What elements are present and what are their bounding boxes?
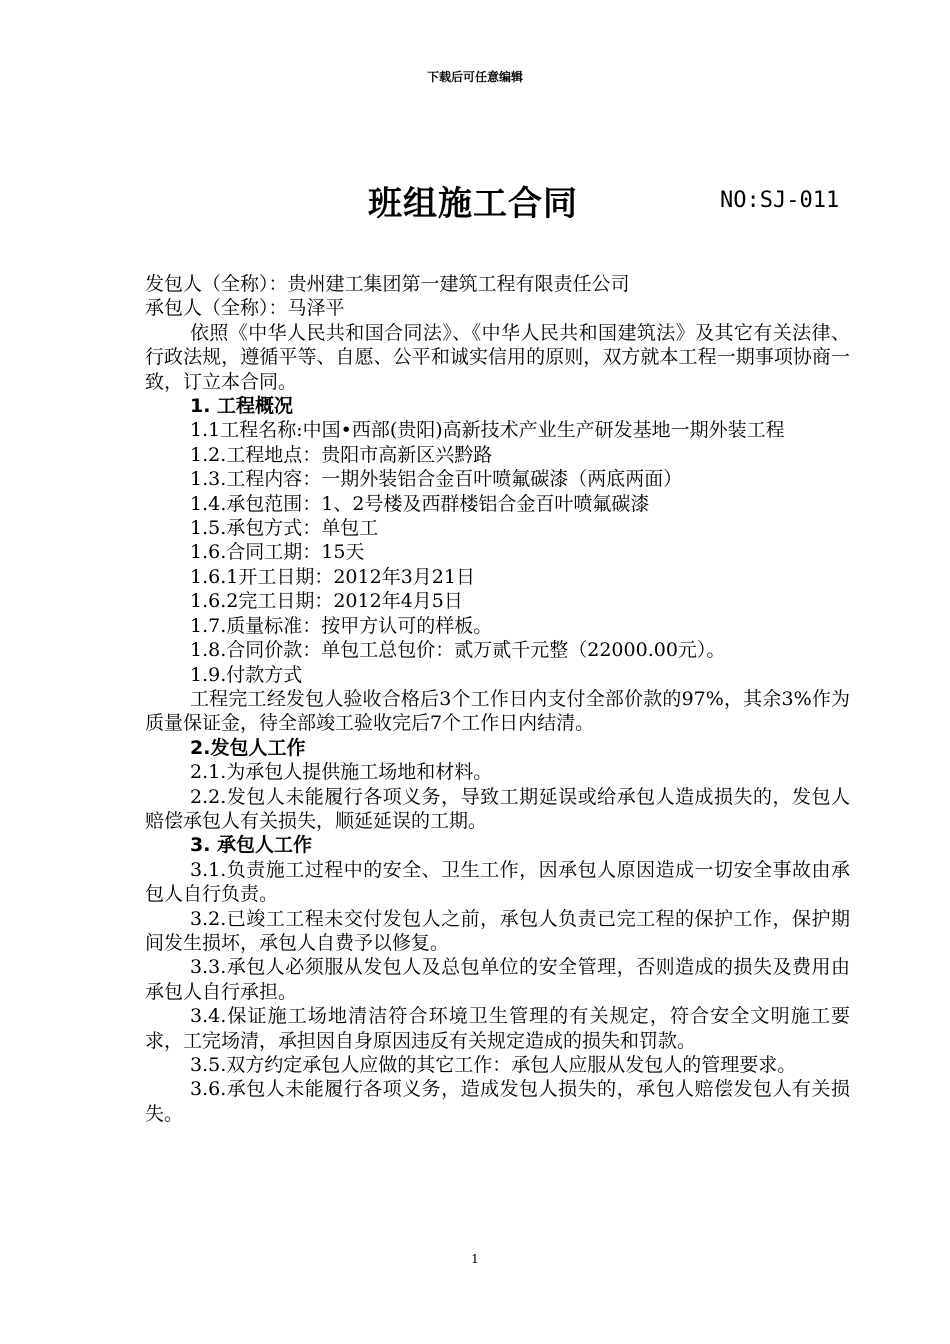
section-1-item: 1.8.合同价款：单包工总包价：贰万贰千元整（22000.00元）。 [190,639,726,662]
section-3-item: 3.3.承包人必须服从发包人及总包单位的安全管理，否则造成的损失及费用由承包人自行承担。 [145,956,850,1003]
section-3-item: 3.2.已竣工工程未交付发包人之前，承包人负责已完工程的保护工作，保护期间发生损坏，承包人自费予以修复。 [145,907,850,954]
contractor-line: 承包人（全称）：马泽平 [145,297,345,320]
section-1-item: 1.1工程名称:中国•西部(贵阳)高新技术产业生产研发基地一期外装工程 [190,419,785,442]
section-2-item: 2.1.为承包人提供施工场地和材料。 [190,761,493,784]
document-title: 班组施工合同 [368,184,578,224]
section-1-item: 1.3.工程内容：一期外装铝合金百叶喷氟碳漆（两底两面） [190,468,683,491]
section-2-item: 2.2.发包人未能履行各项义务，导致工期延误或给承包人造成损失的，发包人赔偿承包人有关损失，顺延延误的工期。 [145,785,850,832]
section-1-item: 1.4.承包范围：1、2号楼及西群楼铝合金百叶喷氟碳漆 [190,492,650,515]
section-1-item: 1.6.1开工日期：2012年3月21日 [190,565,475,588]
section-1-item: 1.5.承包方式：单包工 [190,517,379,540]
section-3-item: 3.1.负责施工过程中的安全、卫生工作，因承包人原因造成一切安全事故由承包人自行负责。 [145,858,850,906]
header-note: 下载后可任意编辑 [426,70,523,84]
section-3-item: 3.5.双方约定承包人应做的其它工作：承包人应服从发包人的管理要求。 [190,1054,797,1076]
employer-line: 发包人（全称）：贵州建工集团第一建筑工程有限责任公司 [145,273,630,295]
section-3-item: 3.6.承包人未能履行各项义务，造成发包人损失的，承包人赔偿发包人有关损失。 [145,1078,850,1125]
section-1-item: 1.6.2完工日期：2012年4月5日 [190,590,463,613]
payment-paragraph: 工程完工经发包人验收合格后3个工作日内支付全部价款的97%，其余3%作为质量保证金，待全部竣工验收完后7个工作日内结清。 [145,687,850,735]
section-1-heading: 1. 工程概况 [190,395,294,418]
section-1-item: 1.6.合同工期：15天 [190,541,365,564]
section-3-heading: 3. 承包人工作 [190,834,313,857]
section-1-item: 1.7.质量标准：按甲方认可的样板。 [190,614,493,637]
contract-body [145,272,850,1126]
page-number: 1 [471,1252,479,1266]
section-2-heading: 2.发包人工作 [190,736,306,759]
section-3-item: 3.4.保证施工场地清洁符合环境卫生管理的有关规定，符合安全文明施工要求，工完场清，承担因自身原因违反有关规定造成的损失和罚款。 [145,1005,850,1052]
document-number: NO:SJ-011 [720,188,840,213]
preamble-paragraph: 依照《中华人民共和国合同法》、《中华人民共和国建筑法》及其它有关法律、行政法规，遵循平等、自愿、公平和诚实信用的原则，双方就本工程一期事项协商一致，订立本合同。 [145,321,850,393]
section-1-item: 1.9.付款方式 [190,663,303,686]
section-1-item: 1.2.工程地点：贵阳市高新区兴黔路 [190,443,493,466]
